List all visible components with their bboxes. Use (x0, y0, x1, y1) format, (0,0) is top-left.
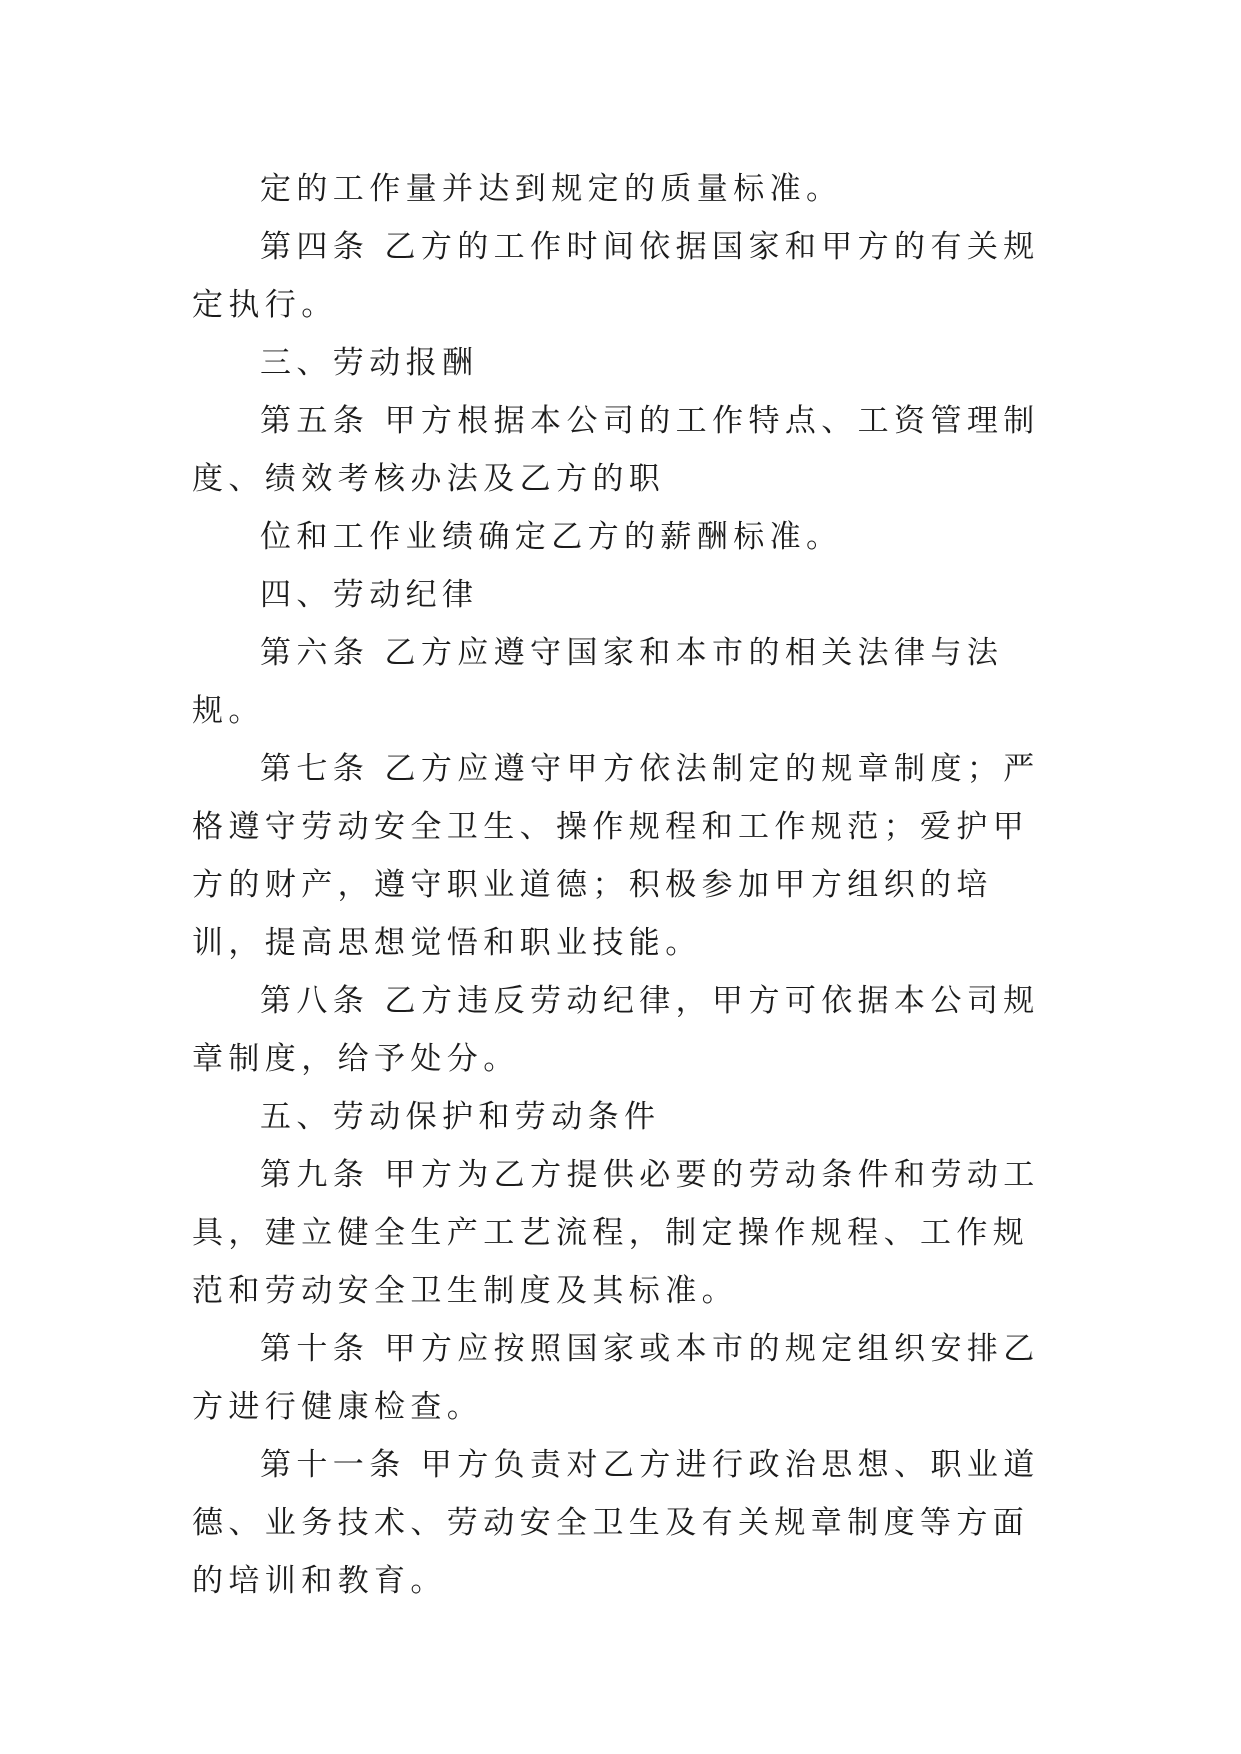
article-5-continued: 位和工作业绩确定乙方的薪酬标准。 (260, 519, 843, 555)
section-heading-labor-discipline: 四、劳动纪律 (260, 577, 479, 613)
section-heading-labor-protection: 五、劳动保护和劳动条件 (260, 1099, 661, 1135)
article-6: 第六条 乙方应遵守国家和本市的相关法律与法规。 (192, 635, 1004, 729)
article-9: 第九条 甲方为乙方提供必要的劳动条件和劳动工具，建立健全生产工艺流程，制定操作规程、工作规范和劳动安全卫生制度及其标准。 (192, 1157, 1040, 1309)
article-10: 第十条 甲方应按照国家或本市的规定组织安排乙方进行健康检查。 (192, 1331, 1040, 1425)
article-4: 第四条 乙方的工作时间依据国家和甲方的有关规定执行。 (192, 229, 1040, 323)
article-5: 第五条 甲方根据本公司的工作特点、工资管理制度、绩效考核办法及乙方的职 (192, 403, 1040, 497)
article-7: 第七条 乙方应遵守甲方依法制定的规章制度；严格遵守劳动安全卫生、操作规程和工作规范；爱护甲方的财产，遵守职业道德；积极参加甲方组织的培训，提高思想觉悟和职业技能。 (192, 751, 1040, 961)
article-8: 第八条 乙方违反劳动纪律，甲方可依据本公司规章制度，给予处分。 (192, 983, 1040, 1077)
section-heading-labor-remuneration: 三、劳动报酬 (260, 345, 479, 381)
document-body (192, 160, 1052, 1610)
paragraph-1: 定的工作量并达到规定的质量标准。 (260, 171, 843, 207)
article-11: 第十一条 甲方负责对乙方进行政治思想、职业道德、业务技术、劳动安全卫生及有关规章制度等方面的培训和教育。 (192, 1447, 1040, 1599)
